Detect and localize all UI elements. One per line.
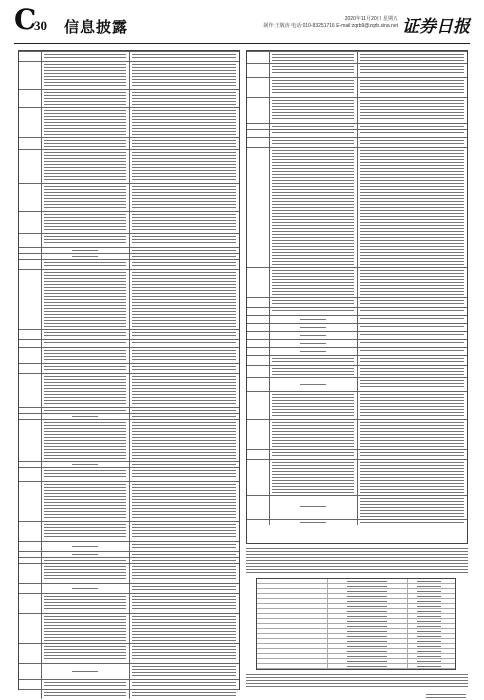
row-number-cell [247,392,270,419]
table-row [19,211,239,233]
revised-text-cell [357,130,467,137]
row-number-cell [19,150,42,183]
row-number-cell [19,340,42,347]
original-text-cell [41,108,130,137]
table-row [247,63,467,77]
revised-text-cell [129,482,239,521]
original-text-cell [269,496,358,519]
revised-text-cell [357,420,467,449]
original-text-cell [269,356,358,365]
revised-text-cell [129,348,239,363]
table-row [19,149,239,183]
table-row [19,593,239,613]
original-text-cell [269,348,358,355]
original-text-cell [41,664,130,679]
table-row [19,563,239,583]
revised-text-cell [129,212,239,233]
row-number-cell [247,138,270,147]
revised-text-cell [357,316,467,323]
original-text-cell [269,332,358,339]
revised-text-cell [357,340,467,347]
revised-text-cell [129,542,239,551]
original-text-cell [269,340,358,347]
original-text-cell [269,308,358,315]
table-row [19,679,239,689]
row-number-cell [247,348,270,355]
table-row [19,373,239,407]
table-row [247,315,467,323]
revised-text-cell [129,150,239,183]
row-number-cell [19,690,42,699]
table-row [247,97,467,123]
revised-text-cell [129,234,239,247]
original-text-cell [41,90,130,107]
original-text-cell [269,130,358,137]
revised-text-cell [357,378,467,391]
original-text-cell [269,324,358,331]
revised-text-cell [357,348,467,355]
row-number-cell [19,482,42,521]
right-column-table [246,50,468,544]
original-text-cell [269,268,358,297]
revised-text-cell [129,420,239,461]
revised-text-cell [129,90,239,107]
original-text-cell [41,468,130,481]
summary-footer-text [426,694,466,700]
row-number-cell [19,138,42,149]
table-row [247,137,467,147]
row-number-cell [19,468,42,481]
row-number-cell [247,366,270,377]
left-column-table [18,50,240,690]
row-number-cell [19,260,42,269]
original-text-cell [269,78,358,97]
table-row [247,339,467,347]
original-text-cell [269,98,358,123]
row-number-cell [247,98,270,123]
row-number-cell [19,212,42,233]
section-letter: C [14,3,37,36]
date-line: 2020年11月20日 星期五 [344,16,398,22]
row-number-cell [247,64,270,77]
table-row [19,583,239,593]
table-row [19,107,239,137]
original-text-cell [269,64,358,77]
row-number-cell [19,234,42,247]
revised-text-cell [129,614,239,643]
revised-text-cell [129,468,239,481]
revised-text-cell [129,330,239,339]
row-number-cell [247,78,270,97]
row-number-cell [19,564,42,583]
table-row [247,297,467,307]
revised-text-cell [129,364,239,373]
table-row [19,89,239,107]
revised-text-cell [357,268,467,297]
table-row [247,51,467,63]
row-number-cell [19,644,42,663]
original-text-cell [41,420,130,461]
revised-text-cell [129,270,239,329]
revised-text-cell [357,308,467,315]
table-row [247,355,467,365]
row-number-cell [247,460,270,495]
original-text-cell [269,366,358,377]
original-text-cell [41,482,130,521]
revised-text-cell [357,78,467,97]
table-row [247,365,467,377]
revised-text-cell [357,148,467,267]
original-text-cell [41,690,130,699]
revised-text-cell [357,64,467,77]
table-row [19,347,239,363]
summary-table-row [257,664,455,669]
original-text-cell [269,52,358,63]
original-text-cell [41,212,130,233]
row-number-cell [247,324,270,331]
row-number-cell [19,90,42,107]
original-text-cell [41,364,130,373]
revised-text-cell [129,584,239,593]
original-text-cell [41,374,130,407]
revised-text-cell [129,594,239,613]
table-row [247,77,467,97]
original-text-cell [41,184,130,211]
row-number-cell [247,268,270,297]
table-row [19,481,239,521]
revised-text-cell [357,332,467,339]
original-text-cell [41,62,130,89]
row-number-cell [247,148,270,267]
original-text-cell [41,644,130,663]
original-text-cell [269,378,358,391]
row-number-cell [19,584,42,593]
revised-text-cell [129,664,239,679]
original-text-cell [269,298,358,307]
row-number-cell [247,308,270,315]
original-text-cell [41,330,130,339]
table-row [19,467,239,481]
table-row [19,233,239,247]
revised-text-cell [129,62,239,89]
masthead-logo: 证券日报 [402,17,470,37]
table-row [19,663,239,679]
row-number-cell [247,52,270,63]
row-number-cell [19,614,42,643]
page-header [14,3,470,40]
table-row [19,521,239,541]
row-number-cell [19,680,42,689]
table-row [247,347,467,355]
row-number-cell [247,130,270,137]
table-row [247,419,467,449]
revised-text-cell [357,496,467,519]
revised-text-cell [129,374,239,407]
revised-text-cell [357,138,467,147]
summary-notes-text [246,674,468,688]
original-text-cell [41,594,130,613]
summary-table [256,578,456,670]
revised-text-cell [129,260,239,269]
revised-text-cell [357,460,467,495]
header-meta [263,16,398,30]
revised-text-cell [129,644,239,663]
original-text-cell [41,348,130,363]
revised-text-cell [129,184,239,211]
row-number-cell [19,664,42,679]
row-number-cell [247,378,270,391]
revised-text-cell [129,138,239,149]
table-row [19,613,239,643]
original-text-cell [269,392,358,419]
table-row [19,541,239,551]
revised-text-cell [357,392,467,419]
original-text-cell [41,614,130,643]
revised-text-cell [129,522,239,541]
original-text-cell [41,260,130,269]
table-row [19,61,239,89]
revised-text-cell [357,98,467,123]
original-text-cell [269,450,358,459]
row-number-cell [19,542,42,551]
original-text-cell [41,522,130,541]
revised-text-cell [357,298,467,307]
row-number-cell [19,522,42,541]
table-row [19,137,239,149]
summary-intro-text [246,548,468,574]
original-text-cell [41,234,130,247]
row-number-cell [19,52,42,61]
revised-text-cell [357,52,467,63]
table-row [247,377,467,391]
table-row [247,519,467,525]
row-number-cell [247,340,270,347]
revised-text-cell [129,52,239,61]
table-row [247,147,467,267]
original-text-cell [269,138,358,147]
table-row [19,419,239,461]
table-row [247,267,467,297]
original-text-cell [41,138,130,149]
table-row [19,269,239,329]
original-text-cell [41,680,130,689]
revised-text-cell [129,108,239,137]
row-number-cell [247,298,270,307]
table-row [247,449,467,459]
row-number-cell [247,420,270,449]
original-text-cell [269,316,358,323]
table-row [19,689,239,699]
row-number-cell [19,330,42,339]
original-text-cell [269,460,358,495]
revised-text-cell [357,520,467,525]
revised-text-cell [357,324,467,331]
row-number-cell [19,270,42,329]
revised-text-cell [357,356,467,365]
original-text-cell [269,148,358,267]
revised-text-cell [129,690,239,699]
table-row [19,259,239,269]
original-text-cell [41,150,130,183]
row-number-cell [247,520,270,525]
row-number-cell [19,348,42,363]
original-text-cell [41,340,130,347]
row-number-cell [247,356,270,365]
revised-text-cell [129,564,239,583]
section-title: 信息披露 [64,18,129,36]
original-text-cell [41,270,130,329]
original-text-cell [269,420,358,449]
table-row [247,391,467,419]
table-row [19,183,239,211]
revised-text-cell [129,340,239,347]
table-row [247,495,467,519]
editor-line: 制作:王敬涛 电话:010-83251716 E-mail:zqrb9@zqrb.sina.net [263,23,398,29]
table-row [19,329,239,339]
table-row [247,307,467,315]
row-number-cell [19,374,42,407]
revised-text-cell [129,680,239,689]
row-number-cell [247,450,270,459]
page-number: 30 [34,18,47,33]
original-text-cell [41,584,130,593]
row-number-cell [19,62,42,89]
revised-text-cell [357,366,467,377]
row-number-cell [247,332,270,339]
table-row [247,331,467,339]
table-row [19,643,239,663]
original-text-cell [41,564,130,583]
row-number-cell [19,108,42,137]
original-text-cell [41,542,130,551]
table-row [247,323,467,331]
row-number-cell [19,364,42,373]
header-rule [14,43,470,44]
row-number-cell [19,184,42,211]
row-number-cell [19,594,42,613]
table-row [247,129,467,137]
table-row [19,51,239,61]
table-row [19,339,239,347]
revised-text-cell [357,450,467,459]
original-text-cell [41,52,130,61]
row-number-cell [247,496,270,519]
table-row [247,459,467,495]
original-text-cell [269,520,358,525]
row-number-cell [247,316,270,323]
row-number-cell [19,420,42,461]
table-row [19,363,239,373]
